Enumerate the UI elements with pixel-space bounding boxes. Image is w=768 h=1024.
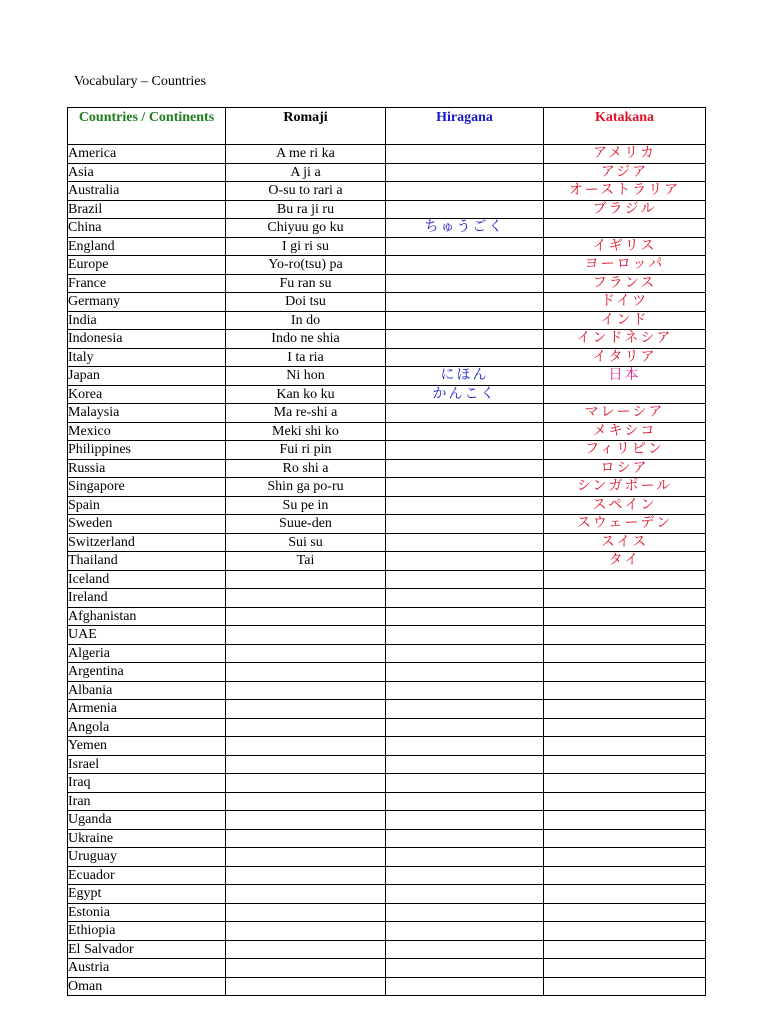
table-row (68, 811, 706, 830)
header-hiragana: Hiragana (386, 108, 544, 145)
country-cell: Sweden (68, 515, 226, 534)
katakana-cell: インド (544, 311, 706, 330)
romaji-cell (226, 811, 386, 830)
romaji-cell: Yo-ro(tsu) pa (226, 256, 386, 275)
katakana-cell (544, 644, 706, 663)
table-row (68, 478, 706, 497)
romaji-cell (226, 755, 386, 774)
table-row (68, 681, 706, 700)
table-row (68, 182, 706, 201)
romaji-cell (226, 866, 386, 885)
hiragana-cell (386, 940, 544, 959)
country-cell: Thailand (68, 552, 226, 571)
katakana-cell: スイス (544, 533, 706, 552)
romaji-cell (226, 829, 386, 848)
country-cell: Japan (68, 367, 226, 386)
country-cell: Brazil (68, 200, 226, 219)
romaji-cell (226, 607, 386, 626)
country-cell: Afghanistan (68, 607, 226, 626)
hiragana-cell (386, 515, 544, 534)
katakana-cell: 日本 (544, 367, 706, 386)
romaji-cell (226, 922, 386, 941)
romaji-cell (226, 959, 386, 978)
hiragana-cell (386, 829, 544, 848)
romaji-cell: Fui ri pin (226, 441, 386, 460)
hiragana-cell (386, 496, 544, 515)
hiragana-cell (386, 700, 544, 719)
table-row (68, 256, 706, 275)
country-cell: Indonesia (68, 330, 226, 349)
hiragana-cell (386, 663, 544, 682)
romaji-cell (226, 644, 386, 663)
romaji-cell (226, 718, 386, 737)
country-cell: UAE (68, 626, 226, 645)
romaji-cell (226, 570, 386, 589)
katakana-cell (544, 866, 706, 885)
hiragana-cell (386, 792, 544, 811)
table-row (68, 755, 706, 774)
header-katakana: Katakana (544, 108, 706, 145)
hiragana-cell (386, 145, 544, 164)
romaji-cell: Doi tsu (226, 293, 386, 312)
country-cell: Germany (68, 293, 226, 312)
country-cell: Singapore (68, 478, 226, 497)
katakana-cell: ドイツ (544, 293, 706, 312)
romaji-cell (226, 737, 386, 756)
romaji-cell: I ta ria (226, 348, 386, 367)
katakana-cell: イタリア (544, 348, 706, 367)
katakana-cell: ロシア (544, 459, 706, 478)
hiragana-cell (386, 903, 544, 922)
hiragana-cell (386, 866, 544, 885)
romaji-cell: Shin ga po-ru (226, 478, 386, 497)
romaji-cell (226, 848, 386, 867)
header-romaji: Romaji (226, 108, 386, 145)
country-cell: Iceland (68, 570, 226, 589)
katakana-cell (544, 977, 706, 996)
katakana-cell: アジア (544, 163, 706, 182)
table-row (68, 959, 706, 978)
table-row (68, 848, 706, 867)
katakana-cell: メキシコ (544, 422, 706, 441)
hiragana-cell (386, 163, 544, 182)
country-cell: Argentina (68, 663, 226, 682)
table-row (68, 367, 706, 386)
hiragana-cell (386, 737, 544, 756)
romaji-cell: In do (226, 311, 386, 330)
table-row (68, 330, 706, 349)
table-row (68, 607, 706, 626)
hiragana-cell (386, 274, 544, 293)
romaji-cell (226, 774, 386, 793)
hiragana-cell (386, 311, 544, 330)
hiragana-cell (386, 644, 544, 663)
country-cell: Angola (68, 718, 226, 737)
hiragana-cell (386, 256, 544, 275)
romaji-cell: Su pe in (226, 496, 386, 515)
country-cell: Yemen (68, 737, 226, 756)
country-cell: Estonia (68, 903, 226, 922)
hiragana-cell (386, 200, 544, 219)
hiragana-cell (386, 922, 544, 941)
country-cell: Armenia (68, 700, 226, 719)
table-row (68, 422, 706, 441)
table-row (68, 885, 706, 904)
hiragana-cell (386, 552, 544, 571)
hiragana-cell: にほん (386, 367, 544, 386)
hiragana-cell (386, 681, 544, 700)
katakana-cell (544, 570, 706, 589)
table-row (68, 219, 706, 238)
country-cell: India (68, 311, 226, 330)
romaji-cell: Chiyuu go ku (226, 219, 386, 238)
romaji-cell: Meki shi ko (226, 422, 386, 441)
table-row (68, 293, 706, 312)
table-row (68, 441, 706, 460)
country-cell: Oman (68, 977, 226, 996)
country-cell: Israel (68, 755, 226, 774)
hiragana-cell (386, 330, 544, 349)
hiragana-cell (386, 589, 544, 608)
table-row (68, 237, 706, 256)
katakana-cell (544, 219, 706, 238)
table-row (68, 274, 706, 293)
country-cell: Russia (68, 459, 226, 478)
hiragana-cell (386, 607, 544, 626)
table-row (68, 200, 706, 219)
country-cell: China (68, 219, 226, 238)
country-cell: Australia (68, 182, 226, 201)
romaji-cell: A ji a (226, 163, 386, 182)
hiragana-cell (386, 977, 544, 996)
table-row (68, 348, 706, 367)
katakana-cell (544, 385, 706, 404)
table-row (68, 533, 706, 552)
table-row (68, 663, 706, 682)
hiragana-cell (386, 478, 544, 497)
katakana-cell (544, 589, 706, 608)
country-cell: Mexico (68, 422, 226, 441)
country-cell: Ecuador (68, 866, 226, 885)
katakana-cell (544, 607, 706, 626)
country-cell: America (68, 145, 226, 164)
katakana-cell: タイ (544, 552, 706, 571)
country-cell: Ethiopia (68, 922, 226, 941)
table-row (68, 922, 706, 941)
romaji-cell (226, 626, 386, 645)
table-row (68, 644, 706, 663)
romaji-cell (226, 681, 386, 700)
romaji-cell: Ni hon (226, 367, 386, 386)
katakana-cell (544, 811, 706, 830)
country-cell: Iraq (68, 774, 226, 793)
romaji-cell: O-su to rari a (226, 182, 386, 201)
country-cell: France (68, 274, 226, 293)
country-cell: Uganda (68, 811, 226, 830)
hiragana-cell (386, 404, 544, 423)
table-row (68, 718, 706, 737)
hiragana-cell (386, 811, 544, 830)
table-row (68, 145, 706, 164)
country-cell: Ukraine (68, 829, 226, 848)
katakana-cell (544, 848, 706, 867)
table-row (68, 385, 706, 404)
country-cell: England (68, 237, 226, 256)
katakana-cell: インドネシア (544, 330, 706, 349)
country-cell: Korea (68, 385, 226, 404)
katakana-cell: スペイン (544, 496, 706, 515)
katakana-cell (544, 959, 706, 978)
country-cell: Asia (68, 163, 226, 182)
romaji-cell: Kan ko ku (226, 385, 386, 404)
table-body (68, 145, 706, 996)
table-row (68, 311, 706, 330)
hiragana-cell (386, 293, 544, 312)
country-cell: Algeria (68, 644, 226, 663)
country-cell: Egypt (68, 885, 226, 904)
document-title: Vocabulary – Countries (74, 74, 206, 89)
katakana-cell (544, 737, 706, 756)
hiragana-cell (386, 774, 544, 793)
table-row (68, 552, 706, 571)
romaji-cell (226, 940, 386, 959)
table-row (68, 737, 706, 756)
romaji-cell: Indo ne shia (226, 330, 386, 349)
table-row (68, 792, 706, 811)
katakana-cell (544, 663, 706, 682)
romaji-cell (226, 700, 386, 719)
katakana-cell: イギリス (544, 237, 706, 256)
country-cell: Italy (68, 348, 226, 367)
katakana-cell (544, 922, 706, 941)
romaji-cell: Ma re-shi a (226, 404, 386, 423)
country-cell: Malaysia (68, 404, 226, 423)
country-cell: Albania (68, 681, 226, 700)
country-cell: Switzerland (68, 533, 226, 552)
table-row (68, 404, 706, 423)
katakana-cell: ブラジル (544, 200, 706, 219)
header-countries: Countries / Continents (68, 108, 226, 145)
country-cell: Iran (68, 792, 226, 811)
table-row (68, 903, 706, 922)
vocabulary-table (67, 107, 706, 996)
katakana-cell (544, 700, 706, 719)
hiragana-cell (386, 422, 544, 441)
country-cell: Ireland (68, 589, 226, 608)
table-row (68, 866, 706, 885)
romaji-cell: Suue-den (226, 515, 386, 534)
hiragana-cell (386, 755, 544, 774)
hiragana-cell (386, 441, 544, 460)
katakana-cell (544, 792, 706, 811)
hiragana-cell (386, 848, 544, 867)
katakana-cell (544, 755, 706, 774)
katakana-cell: ヨーロッパ (544, 256, 706, 275)
country-cell: Philippines (68, 441, 226, 460)
table-row (68, 940, 706, 959)
table-row (68, 774, 706, 793)
hiragana-cell (386, 570, 544, 589)
hiragana-cell (386, 459, 544, 478)
table-row (68, 515, 706, 534)
table-row (68, 589, 706, 608)
katakana-cell: フランス (544, 274, 706, 293)
table-row (68, 700, 706, 719)
romaji-cell (226, 977, 386, 996)
country-cell: Spain (68, 496, 226, 515)
country-cell: Austria (68, 959, 226, 978)
romaji-cell (226, 885, 386, 904)
romaji-cell: Tai (226, 552, 386, 571)
hiragana-cell (386, 237, 544, 256)
romaji-cell: A me ri ka (226, 145, 386, 164)
hiragana-cell: ちゅうごく (386, 219, 544, 238)
country-cell: El Salvador (68, 940, 226, 959)
country-cell: Europe (68, 256, 226, 275)
table-row (68, 977, 706, 996)
hiragana-cell (386, 348, 544, 367)
romaji-cell: Fu ran su (226, 274, 386, 293)
table-row (68, 163, 706, 182)
hiragana-cell (386, 959, 544, 978)
katakana-cell (544, 829, 706, 848)
katakana-cell (544, 718, 706, 737)
romaji-cell: I gi ri su (226, 237, 386, 256)
romaji-cell (226, 589, 386, 608)
katakana-cell: スウェーデン (544, 515, 706, 534)
katakana-cell (544, 885, 706, 904)
table-row (68, 459, 706, 478)
table-header-row (68, 108, 706, 145)
katakana-cell: アメリカ (544, 145, 706, 164)
katakana-cell (544, 903, 706, 922)
romaji-cell: Sui su (226, 533, 386, 552)
romaji-cell (226, 903, 386, 922)
romaji-cell: Ro shi a (226, 459, 386, 478)
katakana-cell (544, 681, 706, 700)
katakana-cell: フィリピン (544, 441, 706, 460)
hiragana-cell (386, 718, 544, 737)
katakana-cell (544, 940, 706, 959)
hiragana-cell (386, 533, 544, 552)
hiragana-cell (386, 626, 544, 645)
katakana-cell (544, 626, 706, 645)
hiragana-cell (386, 182, 544, 201)
table-row (68, 626, 706, 645)
table-row (68, 829, 706, 848)
hiragana-cell: かんこく (386, 385, 544, 404)
romaji-cell (226, 792, 386, 811)
table-row (68, 496, 706, 515)
hiragana-cell (386, 885, 544, 904)
katakana-cell: オーストラリア (544, 182, 706, 201)
table-row (68, 570, 706, 589)
katakana-cell (544, 774, 706, 793)
romaji-cell: Bu ra ji ru (226, 200, 386, 219)
country-cell: Uruguay (68, 848, 226, 867)
katakana-cell: シンガポール (544, 478, 706, 497)
katakana-cell: マレーシア (544, 404, 706, 423)
romaji-cell (226, 663, 386, 682)
